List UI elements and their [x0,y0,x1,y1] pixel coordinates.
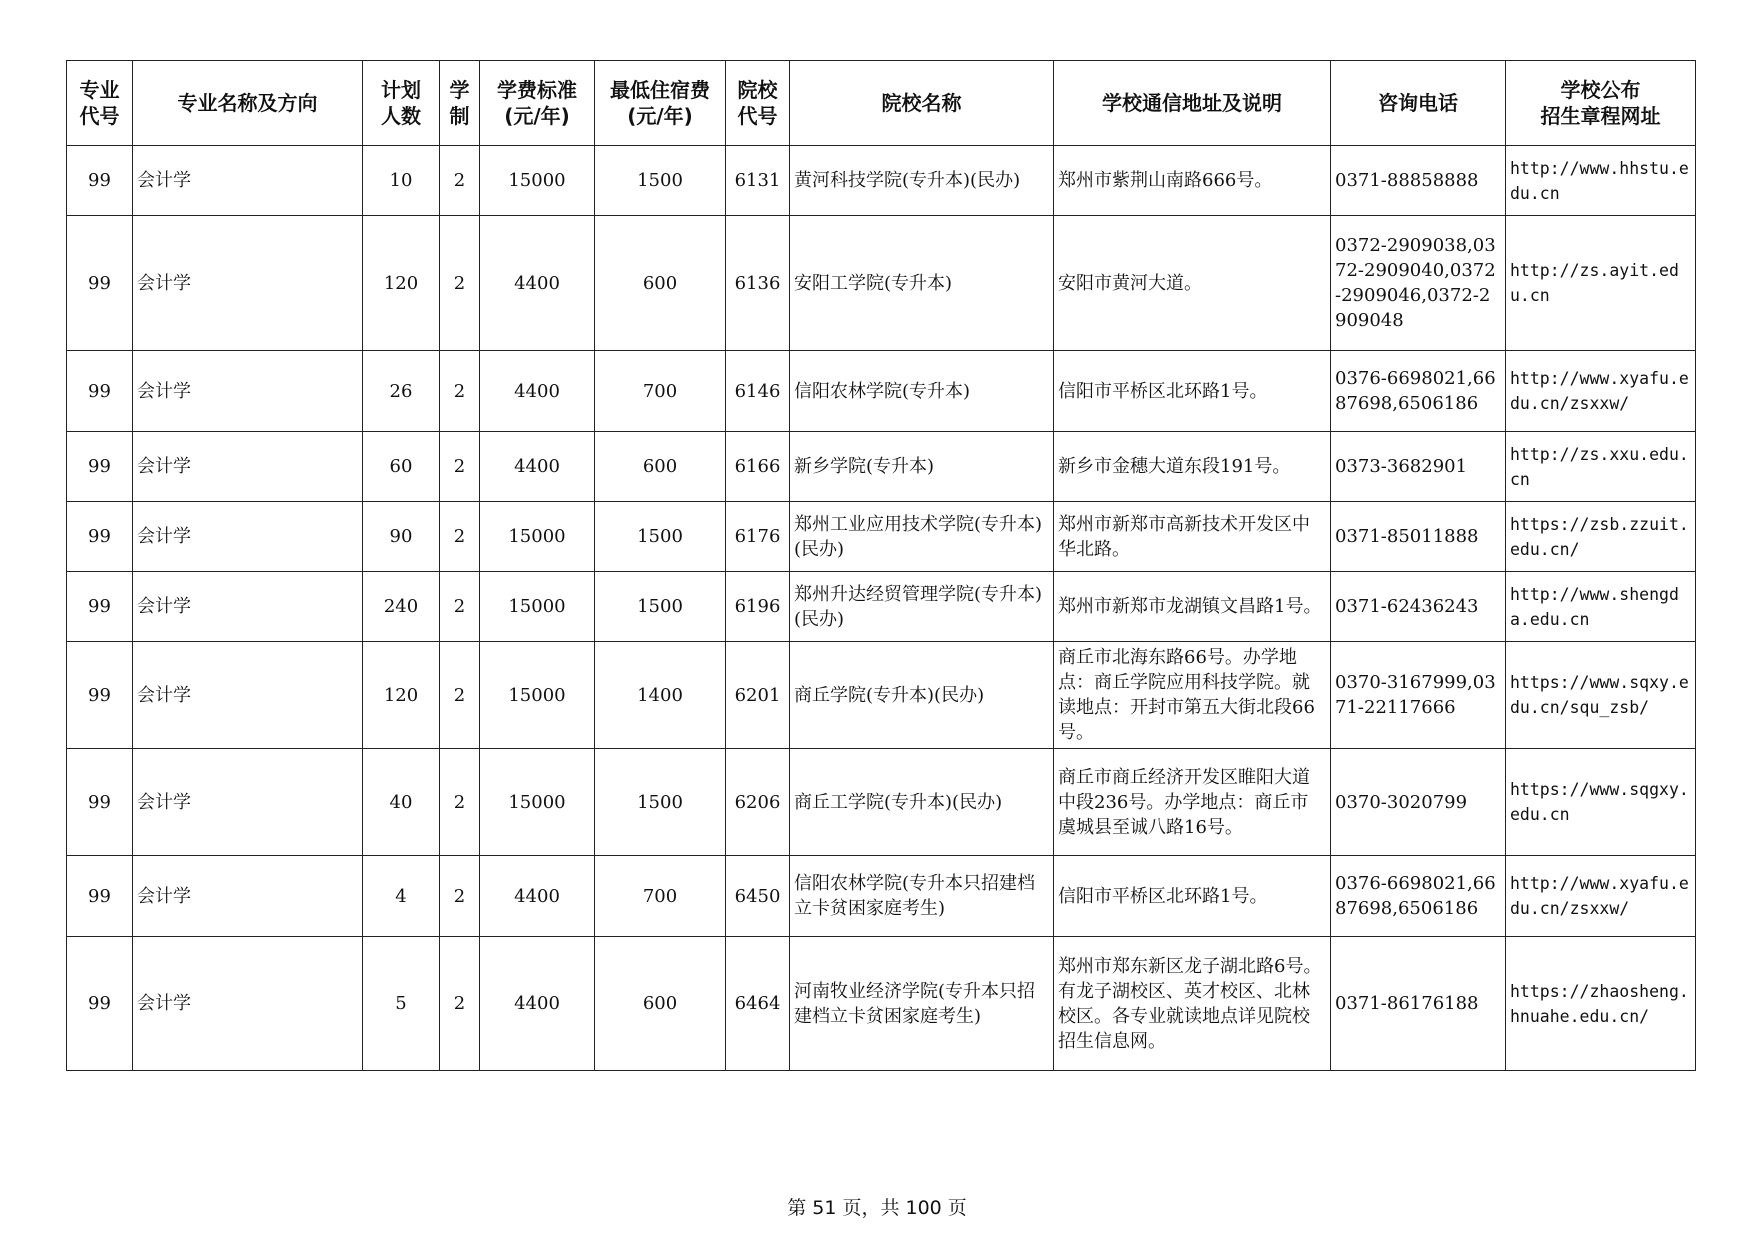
cell-school-name: 信阳农林学院(专升本) [790,351,1054,432]
cell-phone: 0373-3682901 [1331,432,1506,502]
cell-address: 安阳市黄河大道。 [1054,216,1331,351]
header-row [67,61,1696,146]
cell-tuition: 4400 [480,432,595,502]
cell-code: 99 [67,937,133,1071]
header-dorm: 最低住宿费 (元/年) [595,61,726,146]
cell-address: 信阳市平桥区北环路1号。 [1054,351,1331,432]
header-plan: 计划 人数 [363,61,440,146]
table-row [67,749,1696,856]
cell-major: 会计学 [133,937,363,1071]
header-code: 专业 代号 [67,61,133,146]
cell-tuition: 4400 [480,216,595,351]
cell-school-name: 新乡学院(专升本) [790,432,1054,502]
cell-code: 99 [67,502,133,572]
cell-phone: 0376-6698021,6687698,6506186 [1331,351,1506,432]
cell-tuition: 4400 [480,351,595,432]
cell-code: 99 [67,642,133,749]
cell-major: 会计学 [133,749,363,856]
cell-years: 2 [440,216,480,351]
cell-code: 99 [67,572,133,642]
table-body [67,146,1696,1071]
header-tuition: 学费标准 (元/年) [480,61,595,146]
cell-school-name: 郑州升达经贸管理学院(专升本)(民办) [790,572,1054,642]
cell-years: 2 [440,502,480,572]
cell-dorm: 1500 [595,749,726,856]
cell-phone: 0371-86176188 [1331,937,1506,1071]
cell-school-code: 6131 [726,146,790,216]
cell-dorm: 1500 [595,572,726,642]
cell-dorm: 600 [595,432,726,502]
cell-phone: 0371-88858888 [1331,146,1506,216]
cell-address: 信阳市平桥区北环路1号。 [1054,856,1331,937]
cell-address: 新乡市金穗大道东段191号。 [1054,432,1331,502]
cell-years: 2 [440,642,480,749]
header-website: 学校公布 招生章程网址 [1506,61,1696,146]
cell-school-code: 6196 [726,572,790,642]
cell-dorm: 600 [595,937,726,1071]
cell-dorm: 700 [595,856,726,937]
cell-phone: 0372-2909038,0372-2909040,0372-2909046,0372-2909048 [1331,216,1506,351]
cell-dorm: 600 [595,216,726,351]
cell-plan: 60 [363,432,440,502]
cell-code: 99 [67,749,133,856]
cell-website: http://www.xyafu.edu.cn/zsxxw/ [1506,351,1696,432]
cell-phone: 0371-85011888 [1331,502,1506,572]
cell-address: 商丘市商丘经济开发区睢阳大道中段236号。办学地点：商丘市虞城县至诚八路16号。 [1054,749,1331,856]
cell-website: http://www.hhstu.edu.cn [1506,146,1696,216]
cell-school-code: 6206 [726,749,790,856]
cell-phone: 0376-6698021,6687698,6506186 [1331,856,1506,937]
cell-school-code: 6464 [726,937,790,1071]
header-address: 学校通信地址及说明 [1054,61,1331,146]
cell-website: http://zs.xxu.edu.cn [1506,432,1696,502]
cell-tuition: 15000 [480,749,595,856]
cell-website: https://www.sqgxy.edu.cn [1506,749,1696,856]
cell-major: 会计学 [133,502,363,572]
cell-website: https://zhaosheng.hnuahe.edu.cn/ [1506,937,1696,1071]
cell-website: http://www.shengda.edu.cn [1506,572,1696,642]
enrollment-table-sheet [66,60,1695,1071]
cell-major: 会计学 [133,572,363,642]
cell-phone: 0371-62436243 [1331,572,1506,642]
cell-phone: 0370-3167999,0371-22117666 [1331,642,1506,749]
table-row [67,432,1696,502]
cell-school-code: 6166 [726,432,790,502]
cell-address: 郑州市紫荆山南路666号。 [1054,146,1331,216]
cell-major: 会计学 [133,432,363,502]
cell-plan: 10 [363,146,440,216]
cell-school-code: 6176 [726,502,790,572]
cell-major: 会计学 [133,642,363,749]
cell-major: 会计学 [133,146,363,216]
cell-website: https://zsb.zzuit.edu.cn/ [1506,502,1696,572]
header-years: 学 制 [440,61,480,146]
table-row [67,572,1696,642]
cell-address: 商丘市北海东路66号。办学地点：商丘学院应用科技学院。就读地点：开封市第五大街北段66号。 [1054,642,1331,749]
table-row [67,351,1696,432]
cell-plan: 90 [363,502,440,572]
table-row [67,216,1696,351]
cell-school-name: 商丘工学院(专升本)(民办) [790,749,1054,856]
cell-tuition: 15000 [480,642,595,749]
cell-tuition: 15000 [480,572,595,642]
cell-years: 2 [440,937,480,1071]
table-row [67,856,1696,937]
cell-years: 2 [440,432,480,502]
cell-plan: 26 [363,351,440,432]
cell-plan: 120 [363,216,440,351]
table-row [67,502,1696,572]
enrollment-table [66,60,1696,1071]
header-school-code: 院校 代号 [726,61,790,146]
cell-tuition: 15000 [480,502,595,572]
cell-plan: 5 [363,937,440,1071]
header-phone: 咨询电话 [1331,61,1506,146]
cell-code: 99 [67,146,133,216]
table-row [67,642,1696,749]
cell-years: 2 [440,856,480,937]
cell-school-name: 河南牧业经济学院(专升本只招建档立卡贫困家庭考生) [790,937,1054,1071]
cell-school-name: 黄河科技学院(专升本)(民办) [790,146,1054,216]
cell-tuition: 15000 [480,146,595,216]
cell-address: 郑州市新郑市高新技术开发区中华北路。 [1054,502,1331,572]
cell-website: http://www.xyafu.edu.cn/zsxxw/ [1506,856,1696,937]
cell-tuition: 4400 [480,856,595,937]
cell-phone: 0370-3020799 [1331,749,1506,856]
cell-address: 郑州市郑东新区龙子湖北路6号。有龙子湖校区、英才校区、北林校区。各专业就读地点详见院校招生信息网。 [1054,937,1331,1071]
cell-website: https://www.sqxy.edu.cn/squ_zsb/ [1506,642,1696,749]
header-major: 专业名称及方向 [133,61,363,146]
cell-school-code: 6450 [726,856,790,937]
table-row [67,146,1696,216]
table-row [67,937,1696,1071]
cell-major: 会计学 [133,216,363,351]
cell-school-name: 郑州工业应用技术学院(专升本)(民办) [790,502,1054,572]
cell-school-name: 安阳工学院(专升本) [790,216,1054,351]
cell-school-code: 6146 [726,351,790,432]
cell-code: 99 [67,856,133,937]
cell-school-name: 商丘学院(专升本)(民办) [790,642,1054,749]
cell-code: 99 [67,216,133,351]
cell-school-code: 6136 [726,216,790,351]
cell-plan: 40 [363,749,440,856]
cell-plan: 4 [363,856,440,937]
cell-school-name: 信阳农林学院(专升本只招建档立卡贫困家庭考生) [790,856,1054,937]
cell-years: 2 [440,146,480,216]
cell-major: 会计学 [133,856,363,937]
cell-years: 2 [440,749,480,856]
header-school-name: 院校名称 [790,61,1054,146]
cell-address: 郑州市新郑市龙湖镇文昌路1号。 [1054,572,1331,642]
cell-code: 99 [67,432,133,502]
cell-major: 会计学 [133,351,363,432]
cell-plan: 240 [363,572,440,642]
cell-tuition: 4400 [480,937,595,1071]
cell-dorm: 1400 [595,642,726,749]
cell-website: http://zs.ayit.edu.cn [1506,216,1696,351]
page-footer: 第 51 页，共 100 页 [787,1197,967,1219]
cell-dorm: 700 [595,351,726,432]
cell-years: 2 [440,572,480,642]
cell-plan: 120 [363,642,440,749]
cell-dorm: 1500 [595,146,726,216]
cell-dorm: 1500 [595,502,726,572]
cell-school-code: 6201 [726,642,790,749]
cell-years: 2 [440,351,480,432]
cell-code: 99 [67,351,133,432]
